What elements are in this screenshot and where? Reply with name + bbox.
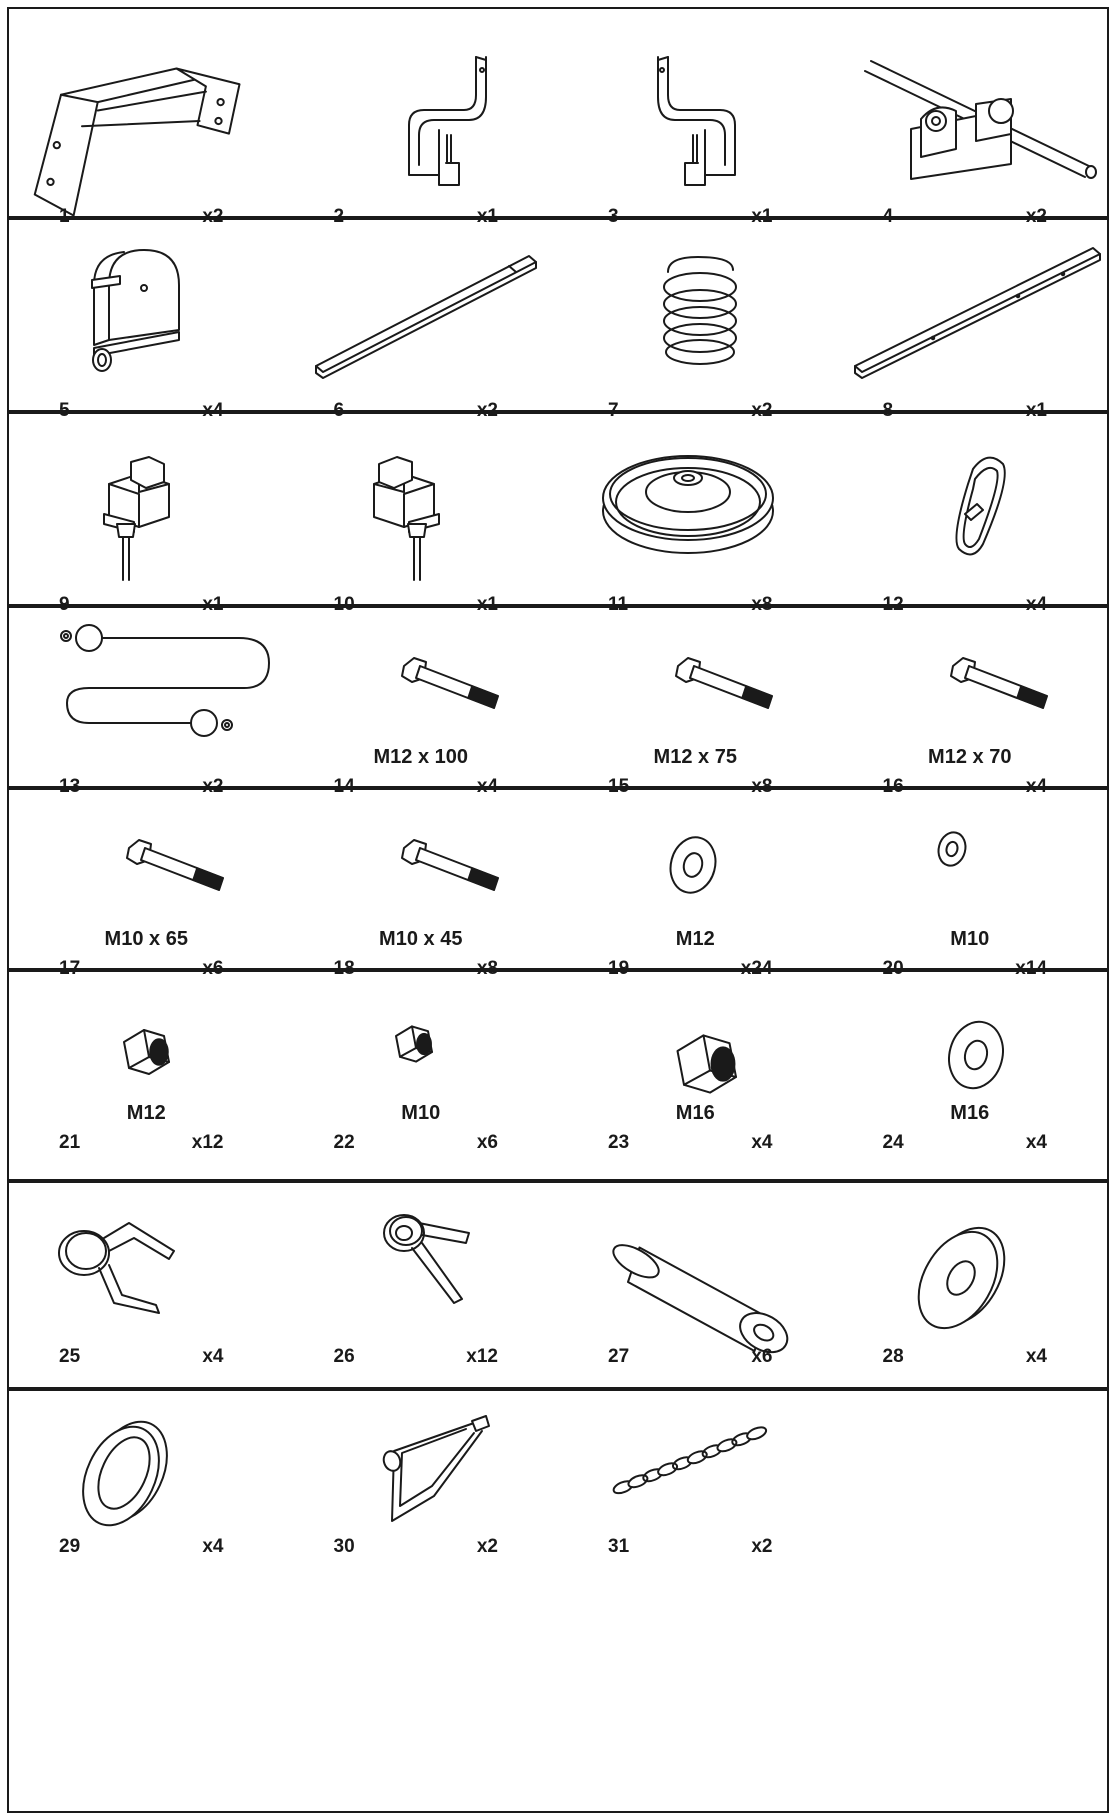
part-cell — [284, 790, 559, 968]
part-cell — [284, 1183, 559, 1387]
part-cell — [833, 1183, 1108, 1387]
long-perforated-tube-icon — [833, 220, 1108, 410]
parts-row — [9, 220, 1107, 410]
part-cell — [558, 972, 833, 1179]
part-cell — [558, 1183, 833, 1387]
part-cell — [558, 414, 833, 604]
part-cell — [9, 1183, 284, 1387]
part-cell — [284, 414, 559, 604]
part-quantity: x12 — [191, 1132, 224, 1153]
part-cell — [9, 9, 284, 216]
part-quantity: x4 — [1025, 1132, 1047, 1153]
part-cell — [9, 414, 284, 604]
parts-row — [9, 9, 1107, 216]
pulley-cover-icon — [9, 220, 284, 410]
part-quantity: x4 — [202, 1536, 224, 1557]
part-cell — [558, 9, 833, 216]
part-cell — [284, 608, 559, 786]
left-slider-icon — [9, 414, 284, 604]
part-cell — [284, 972, 559, 1179]
part-quantity: x2 — [751, 1536, 773, 1557]
cable-icon — [9, 608, 284, 786]
part-cell — [284, 9, 559, 216]
left-arm-frame-icon — [284, 9, 559, 216]
part-number: 24 — [882, 1132, 904, 1153]
part-size: M10 x 45 — [379, 928, 463, 950]
part-size: M12 x 100 — [373, 746, 468, 768]
part-cell — [9, 1391, 284, 1811]
coil-spring-icon — [558, 220, 833, 410]
part-cell — [9, 608, 284, 786]
part-quantity: x4 — [1025, 1346, 1047, 1367]
parts-list-sheet — [7, 7, 1109, 1813]
parts-row — [9, 608, 1107, 786]
right-slider-icon — [284, 414, 559, 604]
part-cell — [9, 790, 284, 968]
parts-row — [9, 414, 1107, 604]
pulley-carriage-icon — [833, 9, 1108, 216]
foam-roller-icon — [558, 1183, 833, 1387]
spring-clip-icon — [9, 1183, 284, 1387]
spring-collar-icon — [284, 1183, 559, 1387]
part-cell — [833, 972, 1108, 1179]
parts-row — [9, 790, 1107, 968]
right-arm-frame-icon — [558, 9, 833, 216]
parts-row — [9, 972, 1107, 1179]
part-quantity: x6 — [751, 1346, 773, 1367]
part-size: M16 — [950, 1102, 990, 1124]
washer-icon — [833, 972, 1108, 1179]
part-cell — [284, 1391, 559, 1811]
part-cell — [833, 414, 1108, 604]
part-quantity: x12 — [466, 1346, 498, 1367]
pulley-wheel-icon — [558, 414, 833, 604]
part-size: M10 — [950, 928, 990, 950]
part-size: M12 — [675, 928, 715, 950]
part-number: 25 — [59, 1346, 81, 1367]
part-number: 21 — [59, 1132, 81, 1153]
part-cell — [284, 220, 559, 410]
part-number: 26 — [333, 1346, 355, 1367]
lock-nut-icon — [558, 972, 833, 1179]
part-number: 30 — [333, 1536, 355, 1557]
part-number: 28 — [882, 1346, 904, 1367]
part-size: M12 x 70 — [928, 746, 1012, 768]
part-cell — [833, 790, 1108, 968]
part-size: M10 x 65 — [104, 928, 188, 950]
long-square-tube-icon — [284, 220, 559, 410]
part-number: 23 — [608, 1132, 630, 1153]
part-quantity: x6 — [476, 1132, 498, 1153]
part-quantity: x4 — [202, 1346, 224, 1367]
part-number: 27 — [608, 1346, 630, 1367]
part-size: M12 — [126, 1102, 166, 1124]
spacer-ring-icon — [9, 1391, 284, 1811]
part-size: M16 — [675, 1102, 715, 1124]
carabiner-icon — [833, 414, 1108, 604]
lock-nut-icon — [284, 972, 559, 1179]
part-cell — [833, 608, 1108, 786]
part-cell — [558, 220, 833, 410]
part-cell — [9, 972, 284, 1179]
part-number: 31 — [608, 1536, 630, 1557]
parts-row — [9, 1183, 1107, 1387]
part-cell — [558, 790, 833, 968]
part-quantity: x4 — [751, 1132, 773, 1153]
part-cell — [558, 608, 833, 786]
part-number: 22 — [333, 1132, 355, 1153]
part-size: M12 x 75 — [653, 746, 737, 768]
part-number: 29 — [59, 1536, 81, 1557]
lock-nut-icon — [9, 972, 284, 1179]
part-quantity: x2 — [476, 1536, 498, 1557]
part-cell — [9, 220, 284, 410]
parts-row — [9, 1391, 1107, 1811]
chain-icon — [558, 1391, 833, 1811]
large-washer-icon — [833, 1183, 1108, 1387]
part-cell — [558, 1391, 833, 1811]
part-cell — [833, 220, 1108, 410]
part-cell — [833, 9, 1108, 216]
wall-bracket-icon — [9, 9, 284, 216]
part-size: M10 — [401, 1102, 441, 1124]
triangle-handle-icon — [284, 1391, 559, 1811]
